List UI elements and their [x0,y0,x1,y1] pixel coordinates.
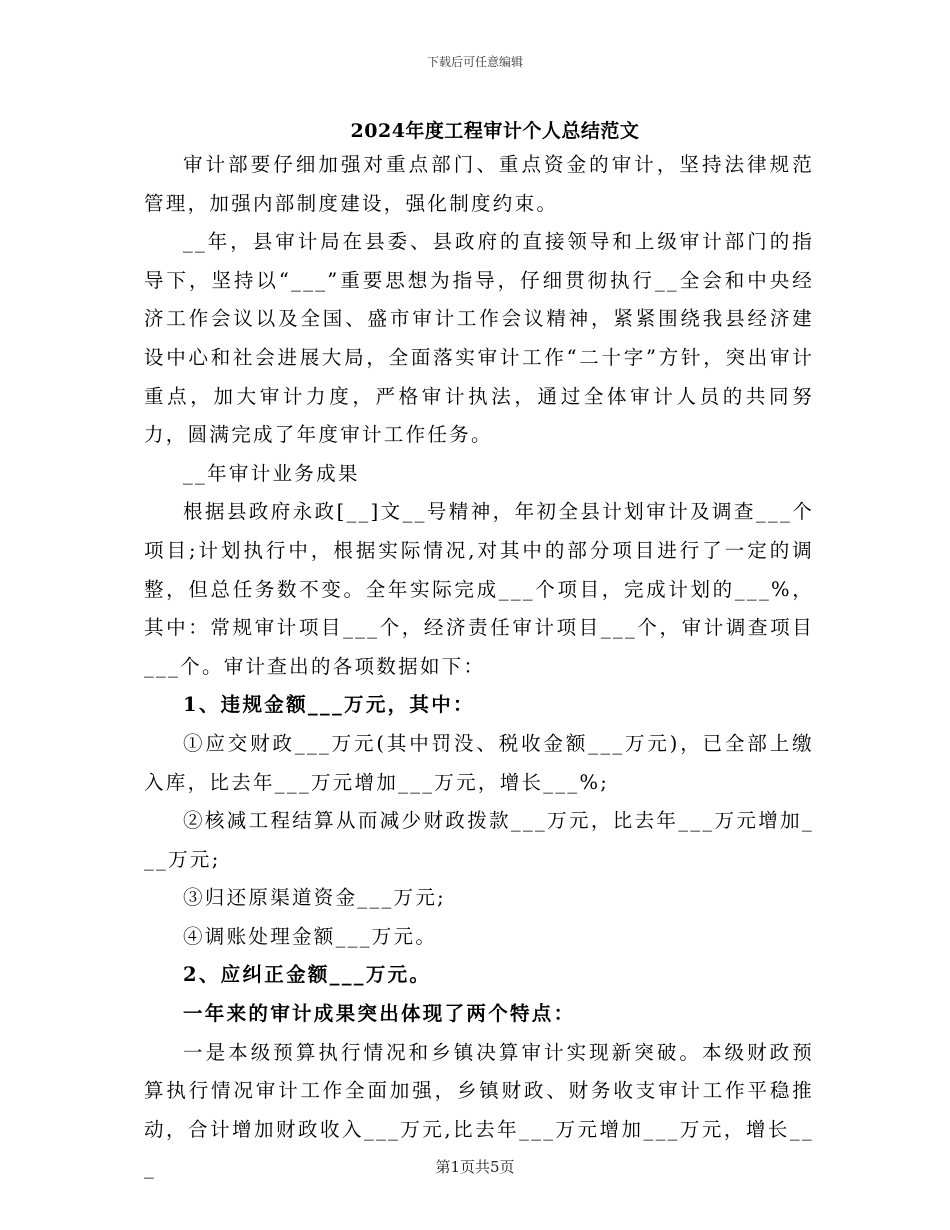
document-body [144,146,814,1188]
bold-heading: 1、违规金额___万元，其中： [183,693,475,717]
header-note: 下载后可任意编辑 [426,55,523,69]
paragraph: 一是本级预算执行情况和乡镇决算审计实现新突破。本级财政预算执行情况审计工作全面加强，乡镇财政、财务收支审计工作平稳推动，合计增加财政收入___万元,比去年___万元增加___万元，增长___ [144,1040,814,1180]
page-number: 第1页共5页 [435,1158,515,1176]
list-item: ①应交财政___万元(其中罚没、税收金额___万元)，已全部上缴入库，比去年___万元增加___万元，增长___%; [144,731,814,794]
paragraph: __年，县审计局在县委、县政府的直接领导和上级审计部门的指导下，坚持以“___”重要思想为指导，仔细贯彻执行__全会和中央经济工作会议以及全国、盛市审计工作会议精神，紧紧围绕我县经济建设中心和社会进展大局，全面落实审计工作“二十字”方针，突出审计重点，加大审计力度，严格审计执法，通过全体审计人员的共同努力，圆满完成了年度审计工作任务。 [144,230,814,447]
bold-heading: 一年来的审计成果突出体现了两个特点： [183,1002,576,1026]
list-item: ②核减工程结算从而减少财政拨款___万元，比去年___万元增加___万元; [144,809,814,871]
paragraph: 审计部要仔细加强对重点部门、重点资金的审计，坚持法律规范管理，加强内部制度建设，强化制度约束。 [144,153,814,215]
bold-heading: 2、应纠正金额___万元。 [183,963,432,987]
document-title: 2024年度工程审计个人总结范文 [350,120,640,142]
paragraph: 根据县政府永政[__]文__号精神，年初全县计划审计及调查___个项目;计划执行中，根据实际情况,对其中的部分项目进行了一定的调整，但总任务数不变。全年实际完成___个项目，完成计划的___%，其中：常规审计项目___个，经济责任审计项目___个，审计调查项目___个。审计查出的各项数据如下： [144,500,814,678]
section-heading: __年审计业务成果 [183,461,360,485]
list-item: ④调账处理金额___万元。 [183,924,438,948]
list-item: ③归还原渠道资金___万元; [183,886,447,910]
